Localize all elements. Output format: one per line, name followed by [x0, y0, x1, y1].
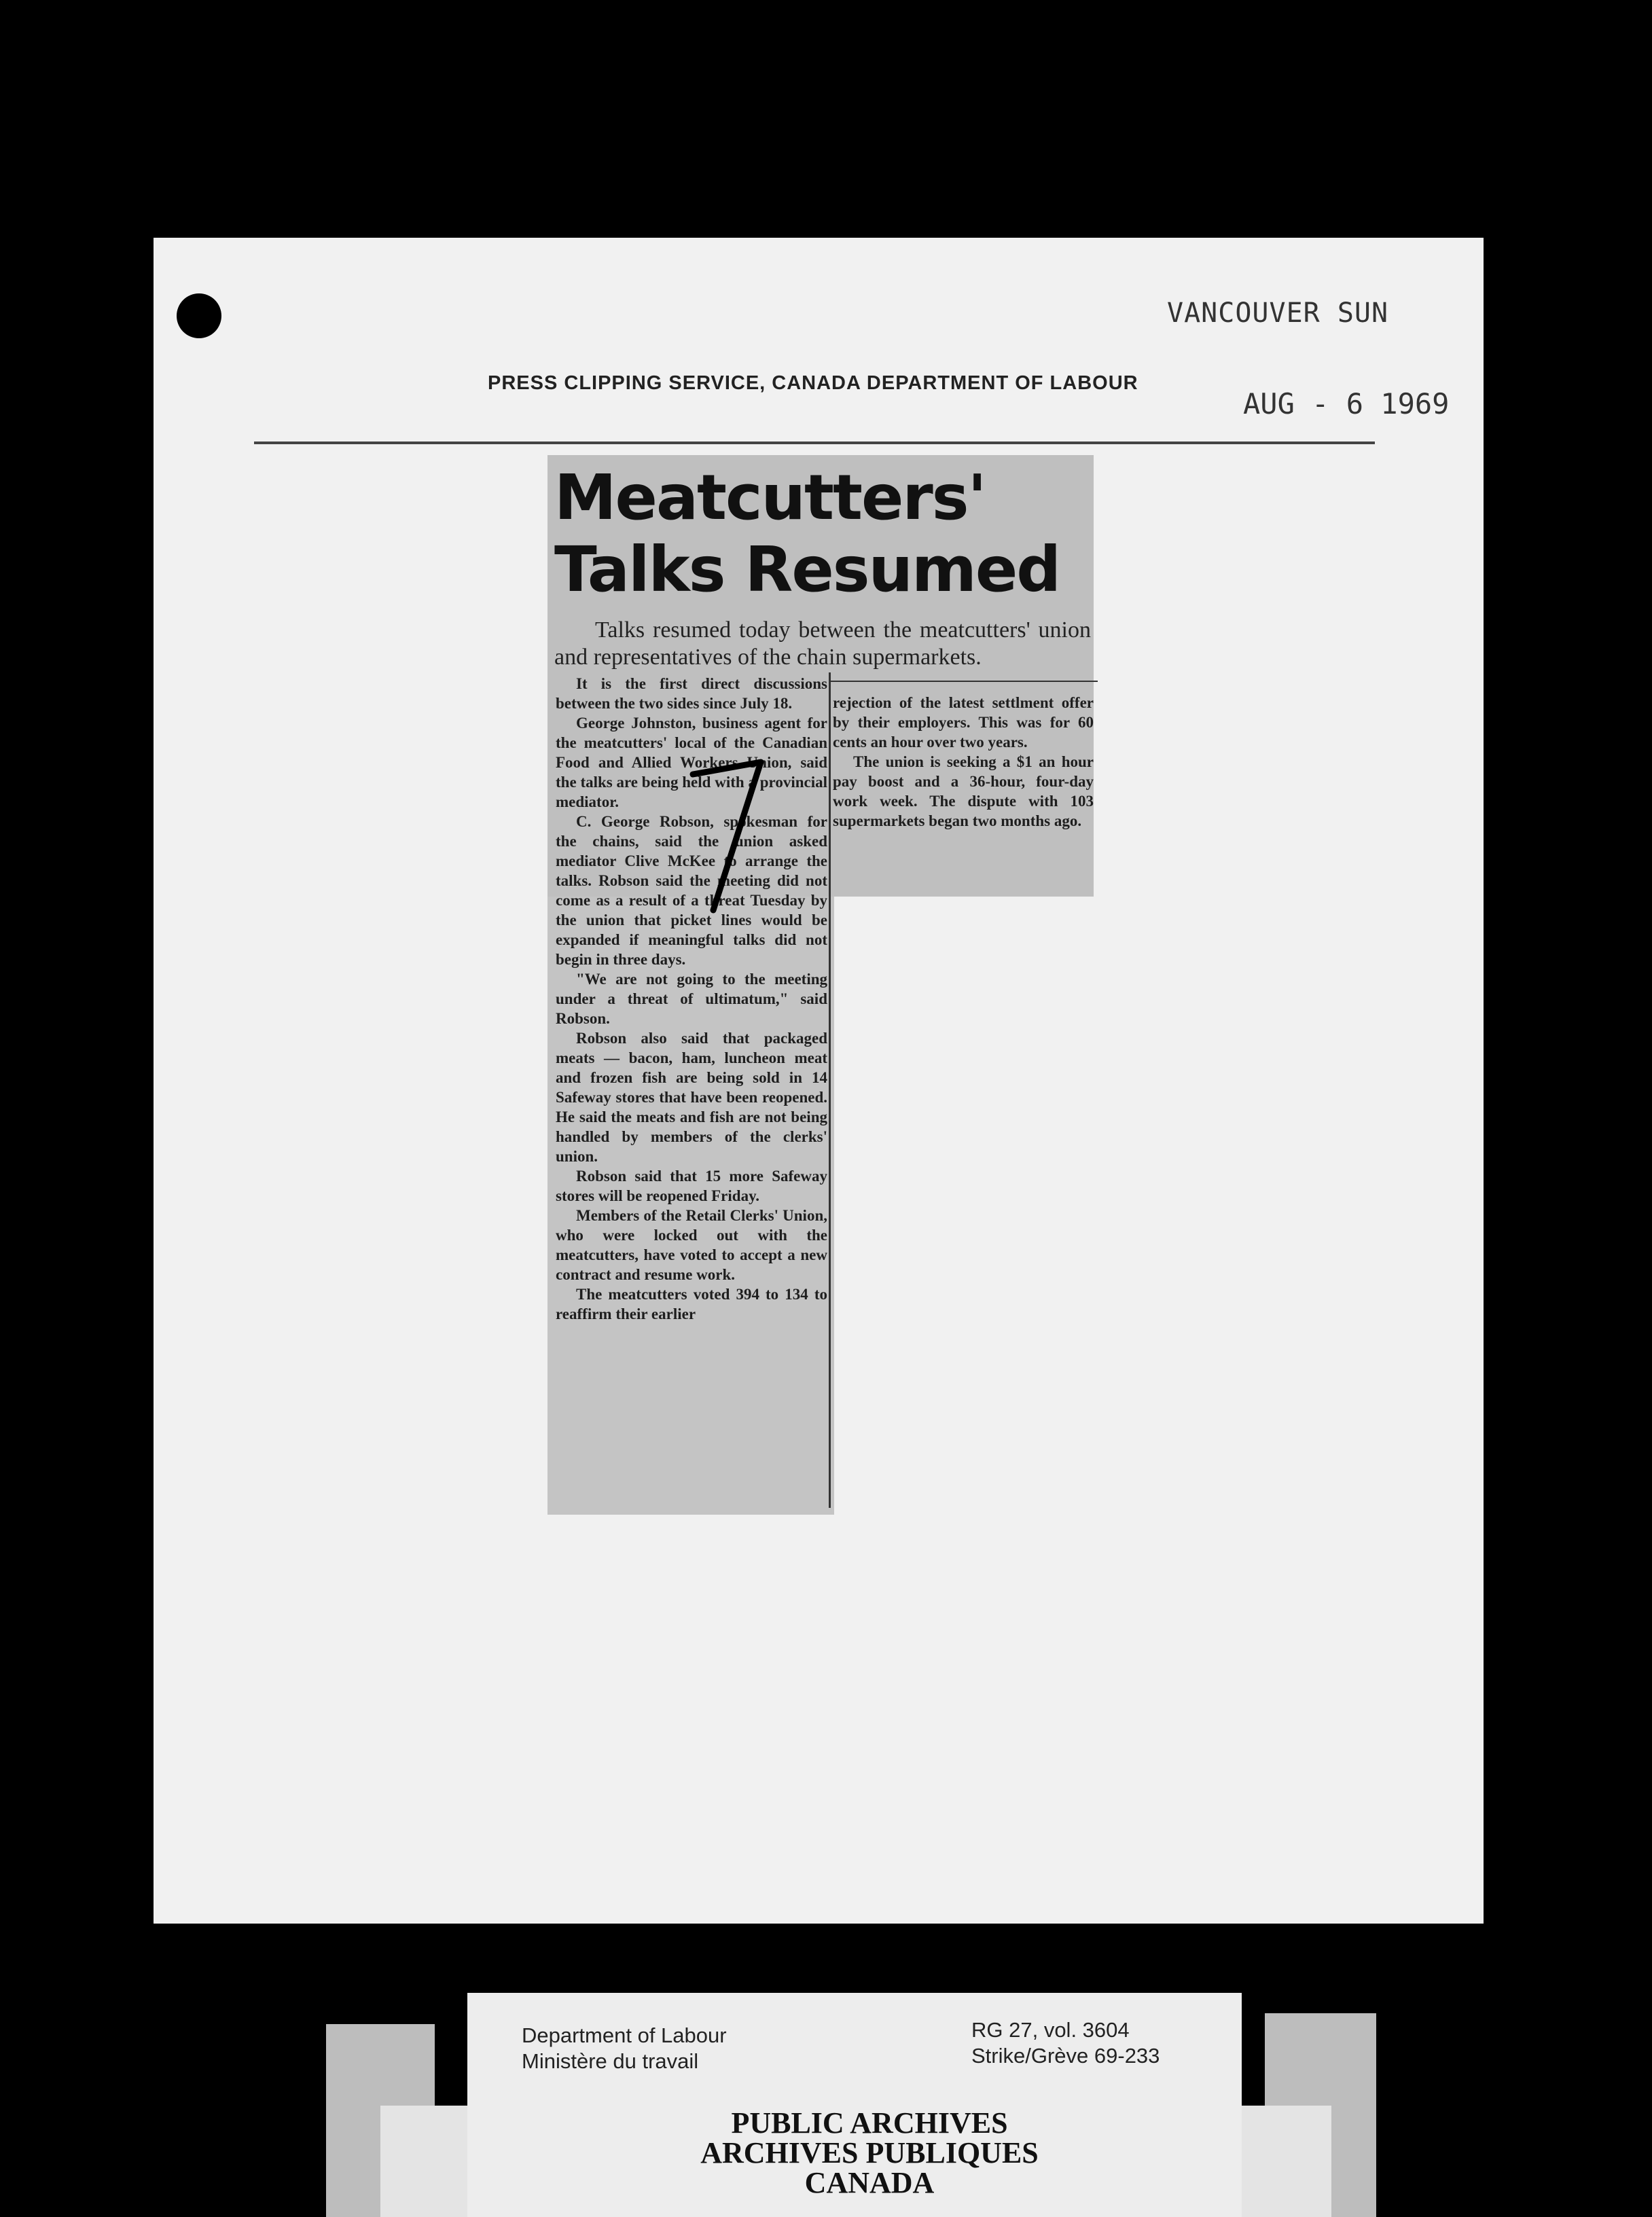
- public-archives-stamp: [598, 2108, 1141, 2198]
- department-name-fr: Ministère du travail: [522, 2049, 699, 2073]
- strike-file-number: Strike/Grève 69-233: [971, 2044, 1160, 2068]
- newspaper-clipping: [547, 435, 1096, 1515]
- paragraph: The union is seeking a $1 an hour pay boost and a 36-hour, four-day work week. The dispute with 103 supermarkets began two months ago.: [833, 753, 1094, 829]
- newspaper-name-stamp: VANCOUVER SUN: [1167, 298, 1389, 329]
- paragraph: rejection of the latest settlment offer by their employers. This was for 60 cents an hour over two years.: [833, 694, 1094, 751]
- record-reference-label: [971, 2017, 1160, 2069]
- punch-hole: [177, 293, 221, 338]
- stamp-line-3: CANADA: [804, 2166, 935, 2199]
- column-top-rule: [830, 681, 1098, 682]
- paragraph: "We are not going to the meeting under a threat of ultimatum," said Robson.: [556, 971, 827, 1027]
- paragraph: Robson also said that packaged meats — bacon, ham, luncheon meat and frozen fish are being sold in 14 Safeway stores that have been reopened. He said the meats and fish are not being handled by members of the clerks' union.: [556, 1030, 827, 1165]
- paragraph: C. George Robson, spokesman for the chains, said the union asked mediator Clive McKee to arrange the talks. Robson said the meeting did not come as a result of a threat Tuesday by the union that picket lines would be expanded if meaningful talks did not begin in three days.: [556, 813, 827, 968]
- paragraph: The meatcutters voted 394 to 134 to reaffirm their earlier: [556, 1286, 827, 1322]
- column-divider: [829, 672, 831, 1508]
- article-right-column: [833, 693, 1094, 831]
- stamp-line-2: ARCHIVES PUBLIQUES: [700, 2136, 1039, 2169]
- department-name-en: Department of Labour: [522, 2023, 727, 2047]
- paragraph: Members of the Retail Clerks' Union, who were locked out with the meatcutters, have voted to accept a new contract and resume work.: [556, 1207, 827, 1283]
- article-lead: Talks resumed today between the meatcutters' union and representatives of the chain supermarkets.: [554, 617, 1091, 670]
- department-label: [522, 2023, 727, 2074]
- clipping-service-title: PRESS CLIPPING SERVICE, CANADA DEPARTMENT OF LABOUR: [488, 372, 1138, 394]
- paragraph: George Johnston, business agent for the meatcutters' local of the Canadian Food and Allied Workers Union, said the talks are being held with a provincial mediator.: [556, 715, 827, 810]
- clipping-date-stamp: AUG - 6 1969: [1243, 387, 1450, 420]
- paragraph: It is the first direct discussions between the two sides since July 18.: [556, 675, 827, 712]
- paragraph: Robson said that 15 more Safeway stores will be reopened Friday.: [556, 1168, 827, 1204]
- handwritten-numeral-mark: [686, 754, 768, 917]
- headline-line-1: Meatcutters': [554, 461, 986, 534]
- headline-line-2: Talks Resumed: [554, 533, 1060, 606]
- clipping-cut-area: [834, 897, 1099, 1521]
- stamp-line-1: PUBLIC ARCHIVES: [731, 2106, 1008, 2140]
- article-headline: [554, 462, 1091, 606]
- record-group-volume: RG 27, vol. 3604: [971, 2018, 1130, 2042]
